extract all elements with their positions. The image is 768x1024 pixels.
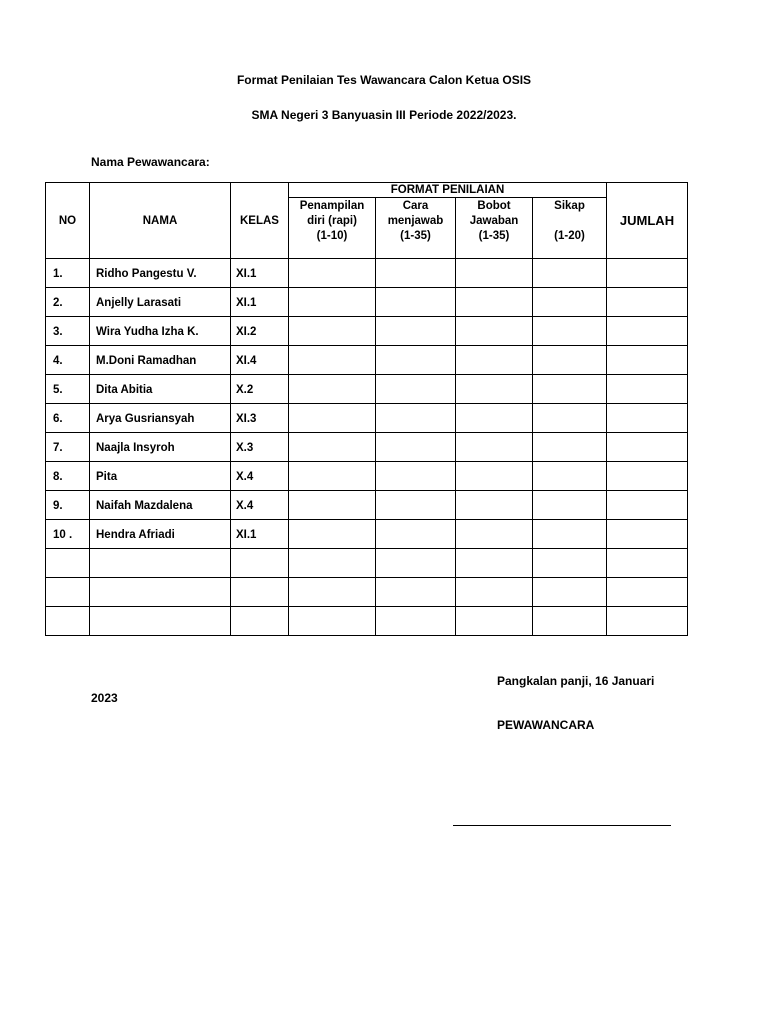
row-kelas: X.3 — [231, 433, 289, 462]
row-nama: Hendra Afriadi — [90, 520, 231, 549]
place-date: Pangkalan panji, 16 Januari — [497, 674, 655, 688]
criterion-range: (1-20) — [554, 230, 585, 242]
row-kelas: XI.2 — [231, 317, 289, 346]
row-nama: M.Doni Ramadhan — [90, 346, 231, 375]
empty-cell[interactable] — [289, 607, 376, 636]
score-cell[interactable] — [456, 404, 533, 433]
row-nama: Pita — [90, 462, 231, 491]
score-cell[interactable] — [289, 520, 376, 549]
score-cell[interactable] — [533, 375, 607, 404]
document-title: Format Penilaian Tes Wawancara Calon Ketua OSIS — [236, 73, 532, 87]
row-kelas: X.4 — [231, 462, 289, 491]
signature-line — [453, 825, 671, 826]
row-nama: Dita Abitia — [90, 375, 231, 404]
total-cell[interactable] — [607, 317, 688, 346]
row-nama: Arya Gusriansyah — [90, 404, 231, 433]
empty-table-row — [46, 607, 688, 636]
criterion-line: Bobot — [477, 200, 511, 212]
row-nama: Wira Yudha Izha K. — [90, 317, 231, 346]
interviewer-label: Nama Pewawancara: — [91, 155, 210, 169]
row-kelas: XI.3 — [231, 404, 289, 433]
empty-cell[interactable] — [289, 578, 376, 607]
table-row — [46, 375, 688, 404]
row-kelas: XI.1 — [231, 259, 289, 288]
total-cell[interactable] — [607, 346, 688, 375]
header-format-penilaian: FORMAT PENILAIAN — [289, 183, 607, 198]
row-nama: Naifah Mazdalena — [90, 491, 231, 520]
empty-cell[interactable] — [289, 549, 376, 578]
row-no: 4. — [46, 346, 90, 375]
row-kelas: X.4 — [231, 491, 289, 520]
score-cell[interactable] — [376, 433, 456, 462]
header-kelas: KELAS — [231, 183, 289, 259]
document-subtitle: SMA Negeri 3 Banyuasin III Periode 2022/2023. — [251, 108, 517, 122]
empty-cell[interactable] — [376, 578, 456, 607]
score-cell[interactable] — [456, 259, 533, 288]
header-criterion-sikap — [533, 198, 607, 259]
empty-cell[interactable] — [607, 578, 688, 607]
criterion-line: diri (rapi) — [307, 215, 357, 227]
row-no: 10 . — [46, 520, 90, 549]
row-nama: Naajla Insyroh — [90, 433, 231, 462]
criterion-range: (1-35) — [400, 230, 431, 242]
criterion-line: menjawab — [387, 215, 444, 227]
score-cell[interactable] — [289, 317, 376, 346]
total-cell[interactable] — [607, 520, 688, 549]
empty-cell[interactable] — [231, 578, 289, 607]
criterion-line: Jawaban — [469, 215, 519, 227]
header-criterion-cara-menjawab — [376, 198, 456, 259]
empty-cell[interactable] — [90, 578, 231, 607]
header-no: NO — [46, 183, 90, 259]
score-cell[interactable] — [289, 288, 376, 317]
table-row — [46, 404, 688, 433]
table-row — [46, 288, 688, 317]
empty-cell[interactable] — [90, 607, 231, 636]
header-criterion-penampilan — [289, 198, 376, 259]
score-cell[interactable] — [533, 346, 607, 375]
date-year: 2023 — [91, 691, 118, 705]
score-cell[interactable] — [456, 520, 533, 549]
score-cell[interactable] — [456, 491, 533, 520]
header-nama: NAMA — [90, 183, 231, 259]
score-cell[interactable] — [456, 462, 533, 491]
empty-cell[interactable] — [376, 549, 456, 578]
empty-cell[interactable] — [231, 549, 289, 578]
empty-table-row — [46, 578, 688, 607]
table-row — [46, 259, 688, 288]
score-cell[interactable] — [533, 317, 607, 346]
empty-cell[interactable] — [90, 549, 231, 578]
assessment-table — [45, 182, 688, 636]
empty-cell[interactable] — [456, 578, 533, 607]
score-cell[interactable] — [289, 375, 376, 404]
criterion-line: Penampilan — [299, 200, 365, 212]
score-cell[interactable] — [456, 375, 533, 404]
empty-cell[interactable] — [456, 549, 533, 578]
table-row — [46, 317, 688, 346]
empty-cell[interactable] — [231, 607, 289, 636]
row-kelas: X.2 — [231, 375, 289, 404]
row-kelas: XI.1 — [231, 520, 289, 549]
row-kelas: XI.1 — [231, 288, 289, 317]
empty-cell[interactable] — [533, 549, 607, 578]
score-cell[interactable] — [456, 317, 533, 346]
empty-cell[interactable] — [533, 607, 607, 636]
score-cell[interactable] — [289, 462, 376, 491]
score-cell[interactable] — [289, 346, 376, 375]
table-row — [46, 462, 688, 491]
total-cell[interactable] — [607, 404, 688, 433]
score-cell[interactable] — [289, 491, 376, 520]
header-criterion-bobot-jawaban — [456, 198, 533, 259]
signatory-role: PEWAWANCARA — [497, 718, 595, 732]
criterion-range: (1-35) — [478, 230, 510, 242]
score-cell[interactable] — [289, 433, 376, 462]
table-row — [46, 433, 688, 462]
row-no: 5. — [46, 375, 90, 404]
criterion-line — [533, 214, 606, 229]
score-cell[interactable] — [533, 520, 607, 549]
total-cell[interactable] — [607, 288, 688, 317]
empty-cell[interactable] — [46, 607, 90, 636]
total-cell[interactable] — [607, 491, 688, 520]
score-cell[interactable] — [533, 288, 607, 317]
score-cell[interactable] — [376, 520, 456, 549]
score-cell[interactable] — [533, 433, 607, 462]
row-no: 8. — [46, 462, 90, 491]
row-no: 6. — [46, 404, 90, 433]
empty-cell[interactable] — [456, 607, 533, 636]
score-cell[interactable] — [289, 259, 376, 288]
header-jumlah: JUMLAH — [607, 183, 688, 259]
row-no: 2. — [46, 288, 90, 317]
score-cell[interactable] — [376, 317, 456, 346]
score-cell[interactable] — [289, 404, 376, 433]
score-cell[interactable] — [533, 491, 607, 520]
score-cell[interactable] — [456, 346, 533, 375]
empty-cell[interactable] — [533, 578, 607, 607]
table-row — [46, 346, 688, 375]
criterion-line: Cara — [402, 200, 429, 212]
row-no: 7. — [46, 433, 90, 462]
score-cell[interactable] — [376, 462, 456, 491]
score-cell[interactable] — [456, 288, 533, 317]
score-cell[interactable] — [376, 375, 456, 404]
empty-table-row — [46, 549, 688, 578]
empty-cell[interactable] — [607, 549, 688, 578]
table-row — [46, 520, 688, 549]
empty-cell[interactable] — [607, 607, 688, 636]
score-cell[interactable] — [376, 346, 456, 375]
table-row — [46, 491, 688, 520]
score-cell[interactable] — [376, 404, 456, 433]
row-nama: Anjelly Larasati — [90, 288, 231, 317]
total-cell[interactable] — [607, 462, 688, 491]
empty-cell[interactable] — [376, 607, 456, 636]
total-cell[interactable] — [607, 433, 688, 462]
row-kelas: XI.4 — [231, 346, 289, 375]
score-cell[interactable] — [456, 433, 533, 462]
score-cell[interactable] — [533, 259, 607, 288]
score-cell[interactable] — [533, 462, 607, 491]
score-cell[interactable] — [533, 404, 607, 433]
criterion-line: Sikap — [554, 200, 585, 212]
total-cell[interactable] — [607, 259, 688, 288]
row-nama: Ridho Pangestu V. — [90, 259, 231, 288]
empty-cell[interactable] — [46, 549, 90, 578]
total-cell[interactable] — [607, 375, 688, 404]
row-no: 9. — [46, 491, 90, 520]
score-cell[interactable] — [376, 491, 456, 520]
row-no: 3. — [46, 317, 90, 346]
row-no: 1. — [46, 259, 90, 288]
score-cell[interactable] — [376, 288, 456, 317]
score-cell[interactable] — [376, 259, 456, 288]
criterion-range: (1-10) — [316, 230, 348, 242]
empty-cell[interactable] — [46, 578, 90, 607]
